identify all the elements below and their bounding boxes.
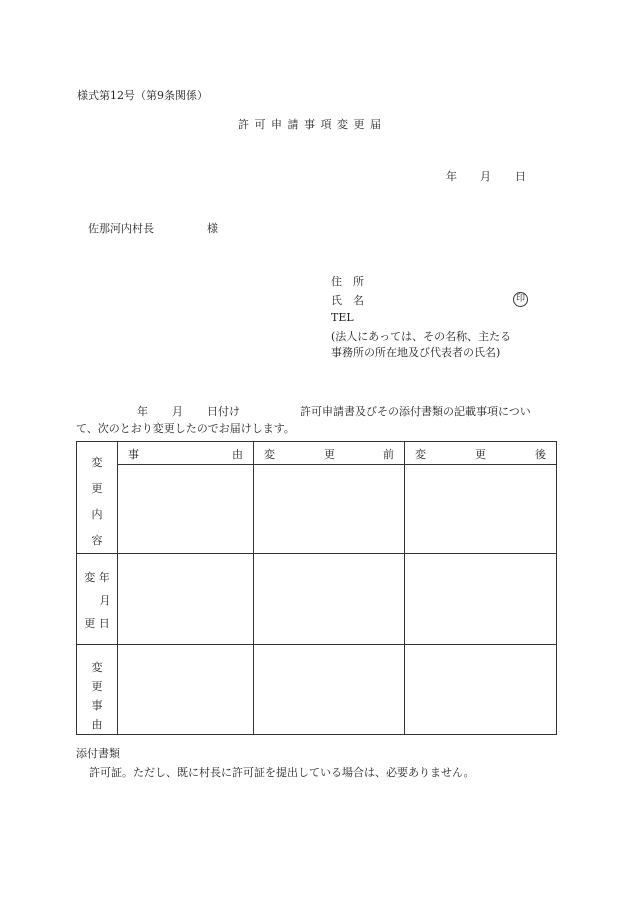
row-label-char: 更	[91, 680, 103, 693]
header-before	[254, 442, 404, 465]
attachment-text: 許可証。ただし、既に村長に許可証を提出している場合は、必要ありません。	[89, 766, 475, 779]
row-label-char: 更	[91, 482, 103, 495]
change-table	[76, 441, 557, 735]
after-cell[interactable]	[405, 442, 557, 554]
reason-date-cell[interactable]	[118, 554, 254, 645]
document-title: 許 可 申 請 事 項 変 更 届	[238, 118, 382, 131]
row-label-char: 更	[84, 617, 96, 630]
after-reason-cell[interactable]	[405, 645, 557, 735]
tel-label: TEL	[331, 311, 354, 324]
row-label-change-content	[77, 442, 118, 554]
header-after-char: 後	[535, 448, 546, 461]
addressee-name: 佐那河内村長	[88, 222, 154, 235]
row-label-char: 変	[91, 661, 103, 674]
body-day-dated: 日付け	[207, 405, 240, 418]
header-reason	[118, 442, 253, 465]
body-month: 月	[172, 405, 183, 418]
before-cell[interactable]	[254, 442, 405, 554]
table-row-change-reason	[77, 645, 557, 735]
header-reason-char: 事	[128, 448, 139, 461]
row-label-char: 変	[84, 571, 96, 584]
row-label-change-date	[77, 554, 118, 645]
row-label-char: 容	[91, 534, 103, 547]
reason-cell[interactable]	[118, 442, 254, 554]
table-row-change-date	[77, 554, 557, 645]
name-label: 氏 名	[331, 294, 364, 307]
header-reason-char: 由	[232, 448, 243, 461]
reason-reason-cell[interactable]	[118, 645, 254, 735]
header-before-char: 前	[383, 448, 394, 461]
seal-mark: 印	[513, 292, 528, 307]
applicant-note-line2: 事務所の所在地及び代表者の氏名)	[331, 346, 501, 359]
address-label: 住 所	[331, 275, 364, 288]
attachment-heading: 添付書類	[76, 747, 120, 760]
row-label-change-reason	[77, 645, 118, 735]
form-number: 様式第12号（第9条関係）	[77, 89, 208, 102]
row-label-char: 月	[99, 594, 111, 607]
row-label-char: 日	[98, 617, 110, 630]
header-before-char: 変	[264, 448, 275, 461]
date-day-label: 日	[515, 170, 526, 183]
date-year-label: 年	[446, 170, 457, 183]
row-label-char: 内	[91, 508, 103, 521]
header-after-char: 更	[475, 448, 486, 461]
row-label-char: 年	[98, 571, 110, 584]
row-label-char: 変	[91, 456, 103, 469]
after-date-cell[interactable]	[405, 554, 557, 645]
applicant-note-line1: (法人にあっては、その名称、主たる	[331, 330, 512, 343]
date-month-label: 月	[480, 170, 491, 183]
body-line1-rest: 許可申請書及びその添付書類の記載事項につい	[300, 405, 531, 418]
before-reason-cell[interactable]	[254, 645, 405, 735]
header-after	[405, 442, 556, 465]
body-line2: て、次のとおり変更したのでお届けします。	[76, 422, 295, 435]
header-after-char: 変	[415, 448, 426, 461]
row-label-char: 由	[91, 718, 103, 731]
addressee-honorific: 様	[207, 222, 218, 235]
row-label-char: 事	[91, 699, 103, 712]
before-date-cell[interactable]	[254, 554, 405, 645]
header-before-char: 更	[324, 448, 335, 461]
table-row-change-content	[77, 442, 557, 554]
body-year: 年	[137, 405, 148, 418]
